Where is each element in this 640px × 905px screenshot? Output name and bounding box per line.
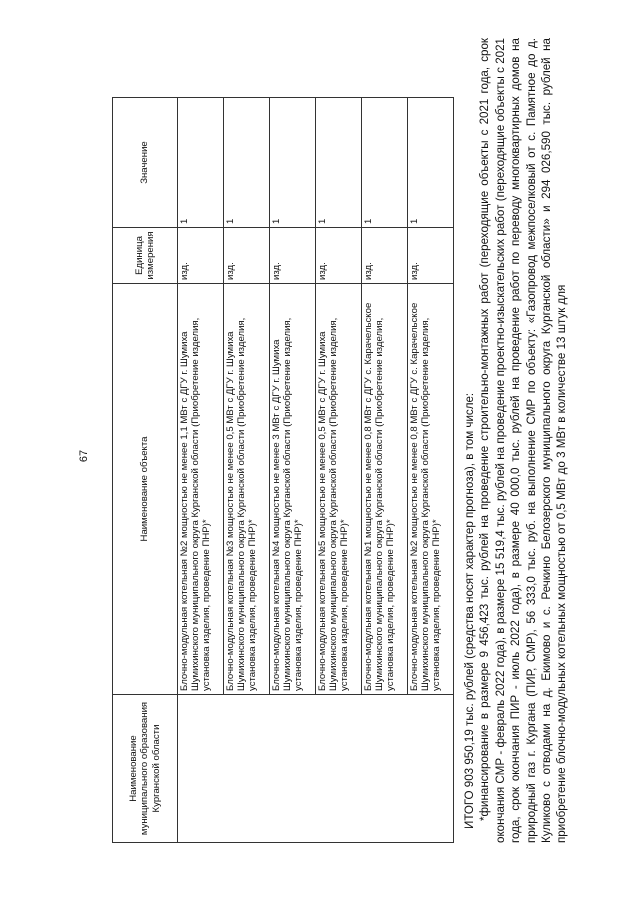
value-cell: 1 <box>224 98 270 228</box>
object-name-cell: Блочно-модульная котельная №4 мощностью не менее 3 МВт с ДГУ г. Шумиха Шумихинского муниципального округа Курганской области (Приобретение изделия, установка изделия, проведение ПНР)* <box>270 284 316 695</box>
table-header-row <box>113 98 178 843</box>
object-name-cell: Блочно-модульная котельная №1 мощностью не менее 0,8 МВт с ДГУ с. Карачельское Шумихинского муниципального округа Курганской области (Приобретение изделия, установка изделия, проведение ПНР)* <box>362 284 408 695</box>
footnote-text: *финансирование в размере 9 456,423 тыс. рублей на проведение строительно-монтажных работ (переходящие объекты с 2021 года, срок окончания СМР - февраль 2022 года), в размере 15 519,4 тыс. рублей на проведение проектно-изыскательских работ (переходящие объекты с 2021 года, срок окончания ПИР - июль 2022 года), в размере 40 000,0 тыс. рублей на проведение работ по переводу многоквартирных домов на природный газ г. Кургана (ПИР, СМР), 56 333,0 тыс. руб. на выполнение СМР по объекту: «Газопровод межпоселковый от с. Памятное до д. Куликово с отводами на д. Екимово и с. Речкино Белозерского муниципального округа Курганской области» и 294 026,590 тыс. рублей на приобретение блочно-модульных котельных мощностью от 0,5 МВт до 3 МВт в количестве 13 штук для <box>478 38 569 843</box>
value-cell: 1 <box>270 98 316 228</box>
header-value: Значение <box>113 98 178 228</box>
unit-cell: изд. <box>178 228 224 284</box>
unit-cell: изд. <box>270 228 316 284</box>
object-name-cell: Блочно-модульная котельная №2 мощностью не менее 0,8 МВт с ДГУ с. Карачельское Шумихинского муниципального округа Курганской области (Приобретение изделия, установка изделия, проведение ПНР)* <box>408 284 454 695</box>
table-row <box>178 98 224 843</box>
total-line: ИТОГО 903 950,19 тыс. рублей (средства носят характер прогноза), в том числе: <box>463 392 476 829</box>
object-name-cell: Блочно-модульная котельная №2 мощностью не менее 1,1 МВт с ДГУ г. Шумиха Шумихинского муниципального округа Курганской области (Приобретение изделия, установка изделия, проведение ПНР)* <box>178 284 224 695</box>
value-cell: 1 <box>178 98 224 228</box>
unit-cell: изд. <box>362 228 408 284</box>
objects-table <box>112 97 454 843</box>
unit-cell: изд. <box>408 228 454 284</box>
header-municipality: Наименование муниципального образования Курганской области <box>113 695 178 843</box>
value-cell: 1 <box>362 98 408 228</box>
value-cell: 1 <box>408 98 454 228</box>
object-name-cell: Блочно-модульная котельная №5 мощностью не менее 0,5 МВт с ДГУ г. Шумиха Шумихинского муниципального округа Курганской области (Приобретение изделия, установка изделия, проведение ПНР)* <box>316 284 362 695</box>
object-name-cell: Блочно-модульная котельная №3 мощностью не менее 0,5 МВт с ДГУ г. Шумиха Шумихинского муниципального округа Курганской области (Приобретение изделия, установка изделия, проведение ПНР)* <box>224 284 270 695</box>
header-unit: Единица измерения <box>113 228 178 284</box>
unit-cell: изд. <box>224 228 270 284</box>
header-object-name: Наименование объекта <box>113 284 178 695</box>
municipality-cell <box>178 695 454 843</box>
value-cell: 1 <box>316 98 362 228</box>
notes-block <box>462 38 570 843</box>
unit-cell: изд. <box>316 228 362 284</box>
page-number: 67 <box>78 449 90 463</box>
